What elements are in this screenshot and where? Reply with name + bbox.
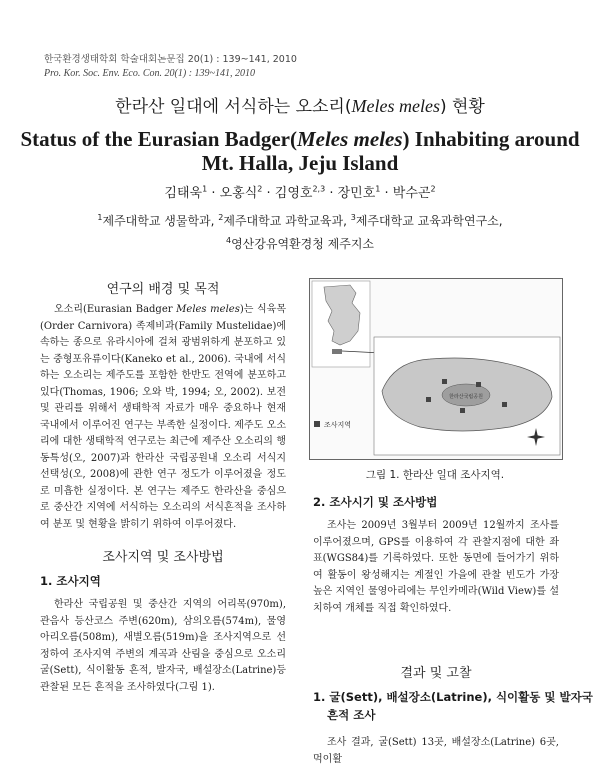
section-heading-results: 결과 및 고찰 xyxy=(400,666,472,681)
affil-mark: 4 xyxy=(225,236,232,245)
subsection-study-area: 1. 조사지역 xyxy=(40,574,101,588)
survey-method-paragraph xyxy=(313,518,559,617)
affil-text: 제주대학교 과학교육과, xyxy=(223,214,351,228)
subsection-sett-latrine-line2: 흔적 조사 xyxy=(327,708,376,722)
author-separator: · xyxy=(262,186,275,201)
results-text: 조사 결과, 굴(Sett) 13곳, 배설장소(Latrine) 6곳, 먹이활 xyxy=(313,737,559,765)
survey-site-marker xyxy=(476,382,481,387)
study-area-map xyxy=(310,279,562,459)
author-affil-mark: 2 xyxy=(430,184,436,194)
study-area-map-figure xyxy=(309,278,563,460)
korean-title-latin: Meles meles xyxy=(351,96,440,116)
jeju-island-marker xyxy=(332,349,342,354)
affil-mark: 2 xyxy=(218,213,224,222)
affil-mark: 1 xyxy=(97,213,103,222)
legend-label: 조사지역 xyxy=(324,421,352,429)
survey-site-marker xyxy=(460,408,465,413)
english-title xyxy=(0,127,600,175)
study-area-paragraph xyxy=(40,597,286,696)
subsection-survey-period: 2. 조사시기 및 조사방법 xyxy=(313,495,438,509)
author-separator: · xyxy=(325,186,338,201)
journal-header-english: Pro. Kor. Soc. Env. Eco. Con. 20(1) : 139~141, 2010 xyxy=(44,68,255,79)
survey-method-text: 조사는 2009년 3월부터 2009년 12월까지 조사를 이루어졌으며, GPS를 이용하여 각 관찰지점에 대한 좌표(WGS84)를 기록하였다. 또한 동면에 들어가기 위하여 활동이 왕성해지는 계절인 가을에 관찰 빈도가 가장 높은 지역인 물영아리에는 무인카메라(Wild View)를 설치하여 개체를 직접 확인하였다. xyxy=(313,520,559,614)
journal-header-korean: 한국환경생태학회 학술대회논문집 20(1) : 139~141, 2010 xyxy=(44,54,297,65)
korean-title-pre: 한라산 일대에 서식하는 오소리( xyxy=(115,97,352,117)
study-area-text: 한라산 국립공원 및 중산간 지역의 어리목(970m), 관음사 등산코스 주변(620m), 삼의오름(574m), 물영아리오름(508m), 새별오름(519m)을 조사지역으로 선정하여 조사지역 주변의 계곡과 산림을 중심으로 오소리 굴(Sett), 식이활동 흔적, 발자국, 배설장소(Latrine)등 관찰된 모든 흔적을 조사하였다(그림 1). xyxy=(40,599,286,693)
author-affil-mark: 2,3 xyxy=(312,184,326,194)
english-title-line2: Mt. Halla, Jeju Island xyxy=(201,151,399,175)
legend-swatch xyxy=(314,421,320,427)
survey-site-marker xyxy=(426,397,431,402)
korean-title xyxy=(0,92,600,117)
background-text-latin: Meles meles xyxy=(176,304,240,315)
section-heading-methods: 조사지역 및 조사방법 xyxy=(102,550,224,565)
author-separator: · xyxy=(207,186,220,201)
survey-site-marker xyxy=(442,379,447,384)
english-title-post: ) Inhabiting around xyxy=(402,127,580,151)
author-affil-mark: 1 xyxy=(202,184,208,194)
author-affil-mark: 1 xyxy=(375,184,381,194)
author-name: 김영호 xyxy=(274,186,313,201)
affil-mark: 3 xyxy=(350,213,356,222)
english-title-latin: Meles meles xyxy=(296,127,403,151)
affil-text: 영산강유역환경청 제주지소 xyxy=(231,237,374,251)
subsection-sett-latrine-line1: 1. 굴(Sett), 배설장소(Latrine), 식이활동 및 발자국 xyxy=(313,690,593,704)
author-name: 김태욱 xyxy=(164,186,203,201)
affil-text: 제주대학교 생물학과, xyxy=(102,214,219,228)
author-affil-mark: 2 xyxy=(257,184,263,194)
figure-caption: 그림 1. 한라산 일대 조사지역. xyxy=(365,469,505,481)
subsection-sett-latrine xyxy=(313,688,593,724)
author-separator: · xyxy=(380,186,393,201)
results-paragraph xyxy=(313,735,559,768)
author-list xyxy=(0,182,600,201)
background-paragraph xyxy=(40,302,286,533)
survey-site-marker xyxy=(502,402,507,407)
affil-text: 제주대학교 교육과학연구소, xyxy=(355,214,503,228)
national-park-label: 한라산국립공원 xyxy=(449,394,483,400)
affiliations xyxy=(0,208,600,254)
background-text-post: )는 식육목(Order Carnivora) 족제비과(Family Mustelidae)에 속하는 종으로 유라시아에 걸쳐 광범위하게 분포하고 있는 중형포유류이다(Kaneko et al., 2006). 국내에 서식하는 오소리는 제주도를 포함한 한반도 전역에 분포하고 있다(Thomas, 1906; 오와 박, 1994; 오, 2002). 보전 및 관리를 위해서 생태학적 자료가 매우 중요하나 현재 국내에서 이루어진 연구는 부족한 실정이다. 제주도 오소리에 대한 생태학적 연구로는 최근에 제주산 오소리의 행동특성(오, 2007)과 한라산 국립공원내 오소리 서식지 선택성(오, 2008)에 관한 연구 정도가 이루어졌을 정도로 미흡한 실정이다. 본 연구는 제주도 한라산을 중심으로 중산간 지역에 서식하는 오소리의 서식흔적을 조사하여 분포 및 현황을 밝히기 위하여 이루어졌다. xyxy=(40,304,287,530)
english-title-pre: Status of the Eurasian Badger( xyxy=(20,127,297,151)
journal-header xyxy=(44,53,297,81)
section-heading-background: 연구의 배경 및 목적 xyxy=(106,282,220,297)
author-name: 오홍식 xyxy=(219,186,258,201)
background-text-pre: 오소리(Eurasian Badger xyxy=(54,304,177,315)
korean-title-post: ) 현황 xyxy=(439,97,485,117)
author-name: 장민호 xyxy=(337,186,376,201)
author-name: 박수곤 xyxy=(392,186,431,201)
